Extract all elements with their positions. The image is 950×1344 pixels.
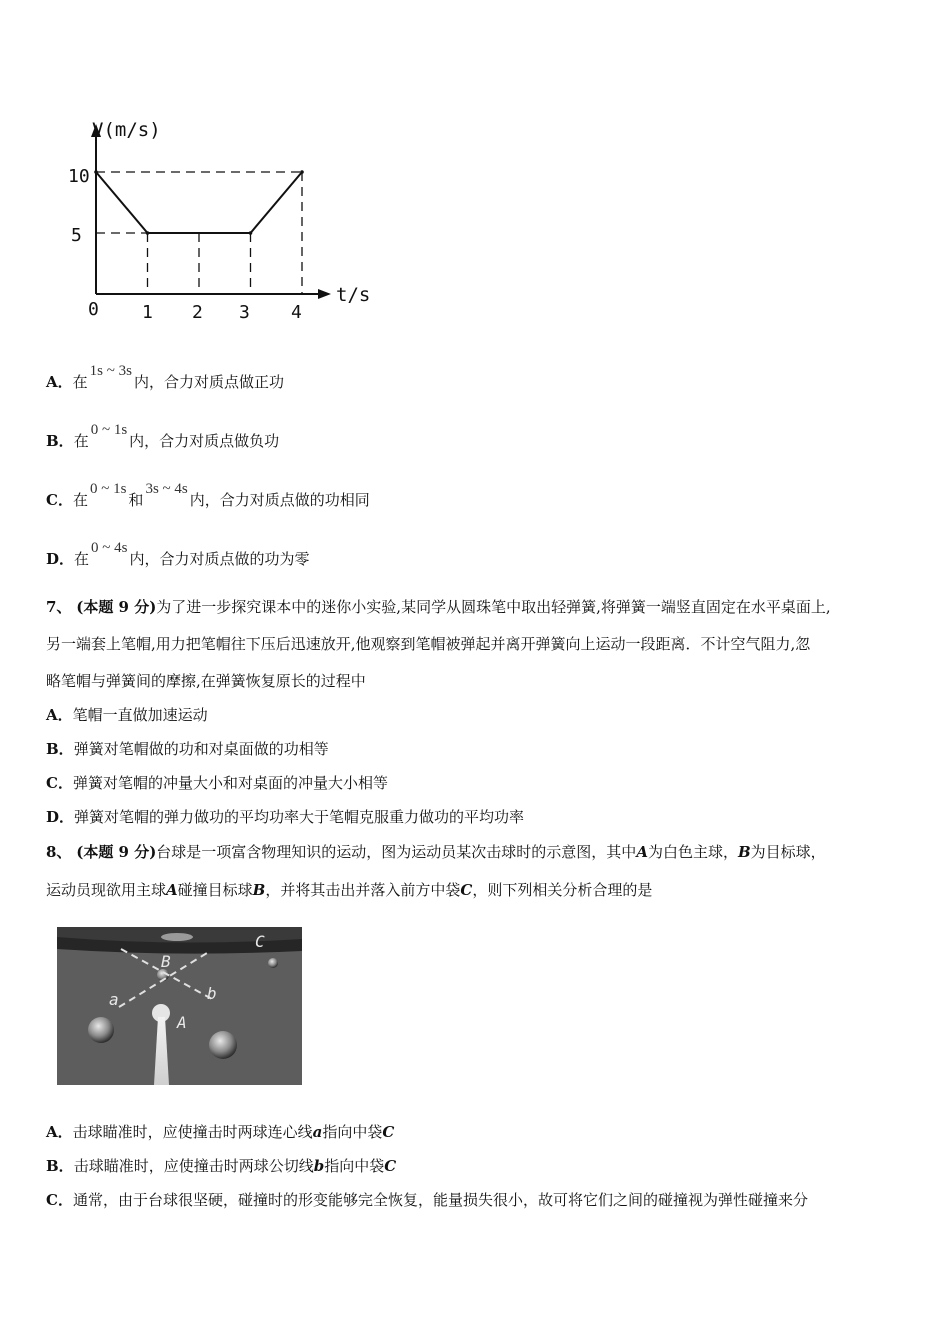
option-label: A． [46, 373, 73, 391]
option-pre: 在 [72, 373, 88, 391]
velocity-line [96, 172, 302, 233]
chart-plot-area [91, 124, 331, 299]
option-pre: 在 [73, 432, 89, 450]
option-label: A． [46, 706, 73, 724]
photo-label-b: B [161, 952, 171, 971]
x-axis-label: t/s [336, 284, 371, 306]
option-label: C． [46, 491, 73, 509]
photo-label-b-line: b [207, 984, 217, 1003]
option-text: 弹簧对笔帽做的功和对桌面做的功相等 [73, 740, 329, 758]
x-axis-arrow [318, 289, 331, 299]
q8-text: 台球是一项富含物理知识的运动，图为运动员某次击球时的示意图，其中 [156, 843, 637, 861]
velocity-time-graph [60, 110, 390, 330]
q8-option-c[interactable] [46, 1190, 808, 1210]
q7-number: 7、 [46, 598, 72, 616]
q8-option-b[interactable] [46, 1156, 396, 1176]
option-label: C． [46, 774, 73, 792]
var-a: A [636, 843, 648, 861]
q8-stem-line-2 [46, 880, 908, 900]
option-label: B． [46, 1157, 74, 1175]
x-tick-2: 2 [192, 302, 203, 323]
option-post: 内，合力对质点做负功 [129, 432, 280, 450]
y-tick-10: 10 [68, 166, 90, 187]
var-b: B [252, 881, 266, 899]
data-point-2 [249, 231, 253, 235]
option-label: C． [46, 1191, 73, 1209]
var-a: A [166, 881, 178, 899]
var-b: B [737, 843, 751, 861]
q7-stem-line-2: 另一端套上笔帽,用力把笔帽往下压后迅速放开,他观察到笔帽被弹起并离开弹簧向上运动一段距离．不计空气阻力,忽 [46, 635, 811, 653]
y-tick-5: 5 [71, 225, 82, 246]
x-tick-1: 1 [142, 302, 153, 323]
data-point-3 [300, 170, 304, 174]
q8-text: ，并将其击出并落入前方中袋 [265, 881, 461, 899]
option-var-2: C [382, 1123, 395, 1141]
x-tick-4: 4 [291, 302, 302, 323]
option-mid: 和 [128, 491, 144, 509]
q8-stem-line-1 [46, 842, 908, 862]
q7-option-a[interactable] [46, 705, 208, 725]
q6-option-c[interactable] [46, 481, 370, 511]
option-post: 内，合力对质点做正功 [133, 373, 284, 391]
data-point-0 [94, 170, 98, 174]
q6-option-d[interactable] [46, 540, 310, 570]
q7-option-d[interactable] [46, 807, 524, 827]
option-label: B． [46, 432, 74, 450]
option-post: 内，合力对质点做的功为零 [129, 550, 310, 568]
option-text: 弹簧对笔帽的弹力做功的平均功率大于笔帽克服重力做功的平均功率 [74, 808, 525, 826]
y-axis-label: V(m/s) [92, 119, 161, 141]
option-text-2: 指向中袋 [324, 1157, 385, 1175]
q6-option-b[interactable] [46, 422, 280, 452]
q8-number: 8、 [46, 843, 72, 861]
q8-text: 为白色主球， [647, 843, 738, 861]
option-label: D． [46, 550, 75, 568]
option-text: 弹簧对笔帽的冲量大小和对桌面的冲量大小相等 [72, 774, 388, 792]
q7-meta: (本题 9 分) [76, 598, 157, 616]
option-post: 内，合力对质点做的功相同 [189, 491, 370, 509]
photo-label-a-line: a [109, 990, 119, 1009]
option-var: a [312, 1123, 323, 1141]
data-point-1 [146, 231, 150, 235]
option-math: 0 ~ 4s [91, 540, 128, 556]
q7-stem-line-3: 略笔帽与弹簧间的摩擦,在弹簧恢复原长的过程中 [46, 672, 366, 690]
q7-option-b[interactable] [46, 739, 329, 759]
option-math: 0 ~ 1s [89, 481, 127, 497]
photo-label-c: C [255, 932, 265, 951]
option-label: D． [46, 808, 75, 826]
option-text: 笔帽一直做加速运动 [72, 706, 208, 724]
q7-text-1: 为了进一步探究课本中的迷你小实验,某同学从圆珠笔中取出轻弹簧,将弹簧一端竖直固定在水平桌面上, [156, 598, 831, 616]
option-text-2: 指向中袋 [322, 1123, 383, 1141]
q8-text: 运动员现欲用主球 [46, 881, 167, 899]
option-label: B． [46, 740, 74, 758]
x-tick-3: 3 [239, 302, 250, 323]
q7-option-c[interactable] [46, 773, 388, 793]
q6-option-a[interactable] [46, 363, 284, 393]
q7-stem-line-1 [46, 597, 908, 617]
option-text: 击球瞄准时，应使撞击时两球连心线 [72, 1123, 313, 1141]
option-var-2: C [384, 1157, 397, 1175]
option-text: 击球瞄准时，应使撞击时两球公切线 [73, 1157, 314, 1175]
billiard-photo [57, 927, 302, 1085]
option-label: A． [46, 1123, 73, 1141]
option-text: 通常，由于台球很坚硬，碰撞时的形变能够完全恢复，能量损失很小，故可将它们之间的碰撞视为弹性碰撞来分 [72, 1191, 808, 1209]
option-math: 0 ~ 1s [90, 422, 128, 438]
q8-text: 为目标球， [750, 843, 826, 861]
var-c: C [460, 881, 473, 899]
q8-text: 碰撞目标球 [177, 881, 253, 899]
q8-meta: (本题 9 分) [76, 843, 157, 861]
x-tick-0: 0 [88, 299, 99, 320]
option-pre: 在 [74, 550, 90, 568]
option-var: b [313, 1157, 325, 1175]
option-pre: 在 [72, 491, 88, 509]
q8-option-a[interactable] [46, 1122, 394, 1142]
photo-label-a-ball: A [177, 1013, 187, 1032]
option-math: 1s ~ 3s [89, 363, 132, 379]
option-math-2: 3s ~ 4s [145, 481, 188, 497]
q8-text: ，则下列相关分析合理的是 [472, 881, 653, 899]
